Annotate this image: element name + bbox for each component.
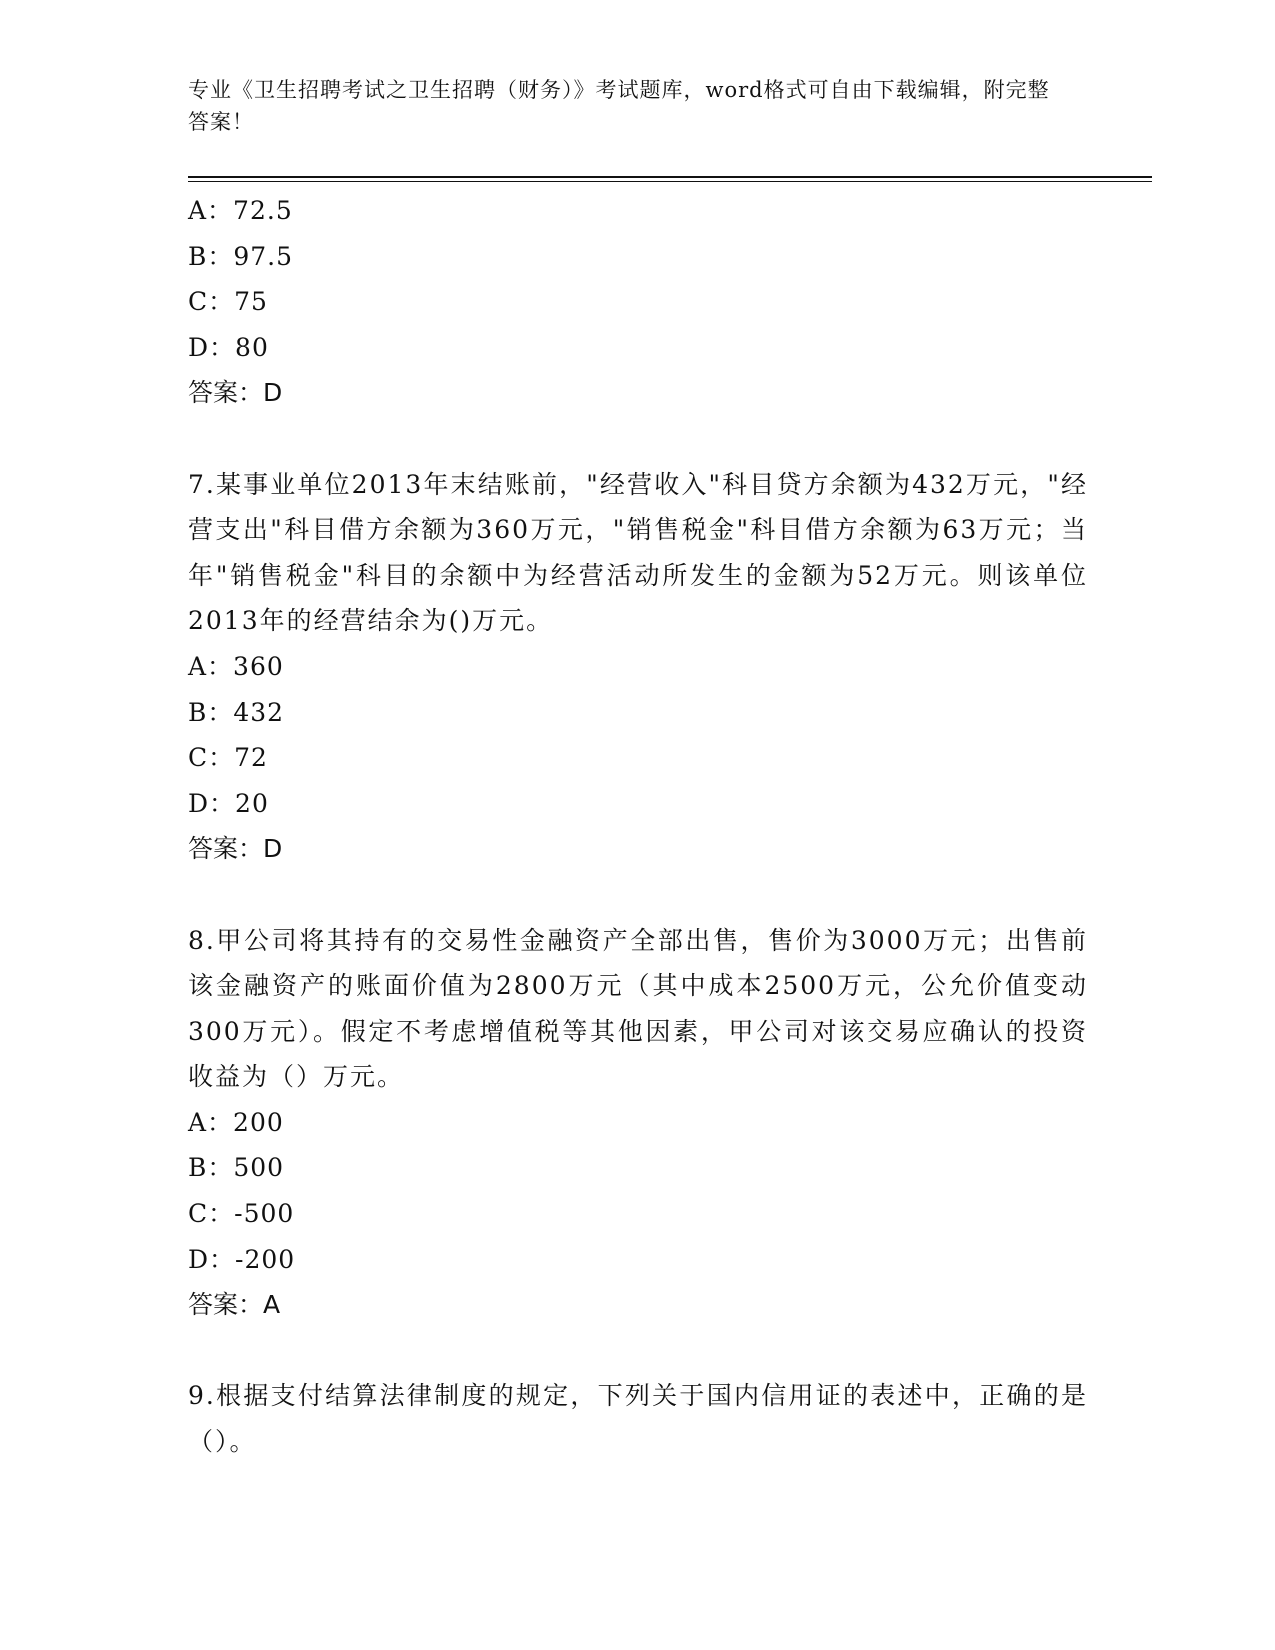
question-list [188,188,1088,1465]
option-a: A：200 [188,1107,284,1137]
header-rule-top [188,176,1152,178]
option-b: B：500 [188,1153,285,1183]
question-9 [188,1373,1088,1464]
option-b: B：432 [188,697,285,727]
answer: 答案：D [188,378,283,408]
answer: 答案：D [188,834,283,864]
option-c: C：75 [188,287,268,317]
option-d: D：-200 [188,1244,296,1274]
question-8 [188,918,1088,1328]
option-d: D：20 [188,788,269,818]
option-d: D：80 [188,332,269,362]
option-b: B：97.5 [188,241,294,271]
option-c: C：72 [188,743,268,773]
header-rule-bottom [188,181,1152,182]
question-text: 8.甲公司将其持有的交易性金融资产全部出售，售价为3000万元；出售前该金融资产的账面价值为2800万元（其中成本2500万元，公允价值变动300万元）。假定不考虑增值税等其他因素，甲公司对该交易应确认的投资收益为（）万元。 [188,925,1088,1092]
question-6-tail [188,188,1088,416]
question-text: 9.根据支付结算法律制度的规定，下列关于国内信用证的表述中，正确的是（）。 [188,1381,1088,1457]
question-7 [188,462,1088,872]
option-a: A：360 [188,651,284,681]
question-text: 7.某事业单位2013年末结账前，"经营收入"科目贷方余额为432万元，"经营支出"科目借方余额为360万元，"销售税金"科目借方余额为63万元；当年"销售税金"科目的余额中为经营活动所发生的金额为52万元。则该单位2013年的经营结余为()万元。 [188,469,1088,636]
option-c: C：-500 [188,1199,295,1229]
document-header: 专业《卫生招聘考试之卫生招聘（财务）》考试题库，word格式可自由下载编辑，附完整答案！ [188,78,1050,134]
option-a: A：72.5 [188,196,293,225]
answer: 答案：A [188,1290,281,1320]
